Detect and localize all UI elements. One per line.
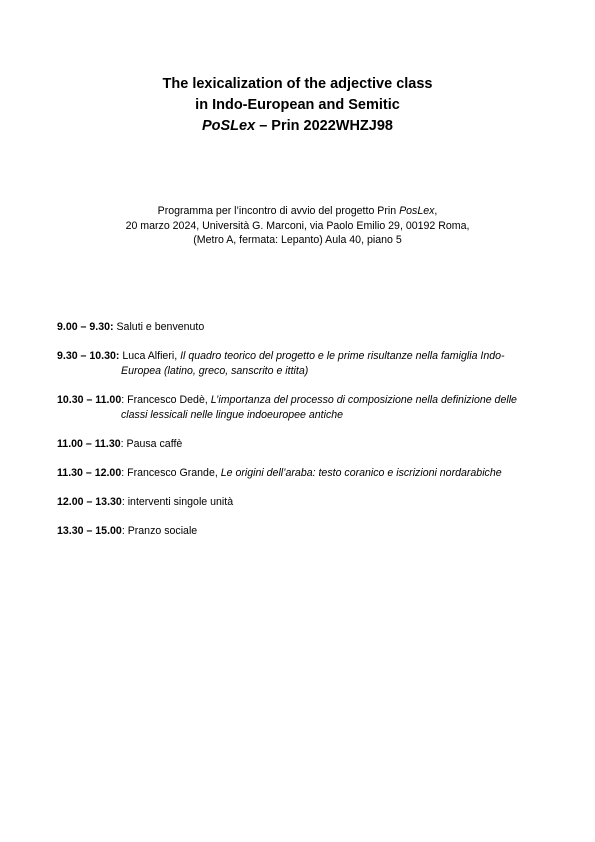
project-code: – Prin 2022WHZJ98	[255, 118, 393, 134]
project-acronym: PoSLex	[201, 118, 256, 134]
schedule-text: : interventi singole unità	[121, 496, 234, 508]
event-info	[0, 204, 595, 248]
schedule	[57, 320, 537, 553]
schedule-time: 10.30 – 11.00	[57, 394, 122, 406]
schedule-entry	[57, 466, 537, 481]
schedule-text: : Francesco Dedè,	[121, 394, 211, 406]
title-line-1: The lexicalization of the adjective class	[162, 76, 433, 92]
schedule-time: 11.00 – 11.30	[57, 438, 121, 450]
schedule-entry	[57, 320, 537, 335]
schedule-time: 12.00 – 13.30	[57, 496, 122, 508]
schedule-entry	[57, 393, 537, 423]
schedule-text: : Pausa caffè	[120, 438, 183, 450]
schedule-talk-title: Le origini dell’araba: testo coranico e iscrizioni nordarabiche	[220, 467, 502, 479]
schedule-entry	[57, 437, 537, 452]
event-info-text: Programma per l’incontro di avvio del progetto Prin	[157, 205, 400, 217]
title-line-3	[0, 116, 595, 137]
schedule-entry	[57, 349, 537, 379]
schedule-text: : Francesco Grande,	[121, 467, 221, 479]
schedule-time: 9.00 – 9.30:	[57, 321, 114, 333]
event-info-line-1	[0, 204, 595, 219]
document-title	[0, 74, 595, 137]
event-info-line-2: 20 marzo 2024, Università G. Marconi, via Paolo Emilio 29, 00192 Roma,	[125, 219, 470, 232]
schedule-time: 9.30 – 10.30:	[57, 350, 120, 362]
schedule-entry	[57, 495, 537, 510]
schedule-entry	[57, 524, 537, 539]
event-info-punct: ,	[434, 205, 438, 217]
schedule-text: Luca Alfieri,	[119, 350, 181, 362]
schedule-time: 13.30 – 15.00	[57, 525, 122, 537]
schedule-text: Saluti e benvenuto	[113, 321, 205, 333]
schedule-text: : Pranzo sociale	[121, 525, 198, 537]
event-info-line-3: (Metro A, fermata: Lepanto) Aula 40, piano 5	[193, 234, 402, 247]
schedule-time: 11.30 – 12.00	[57, 467, 122, 479]
event-info-project: PosLex	[399, 205, 435, 217]
schedule-talk-title: L’importanza del processo di composizione nella definizione delle classi lessicali nelle lingue indoeuropee antiche	[121, 394, 517, 421]
schedule-talk-title: Il quadro teorico del progetto e le prime risultanze nella famiglia Indo-Europea (latino, greco, sanscrito e ittita)	[121, 350, 505, 377]
title-line-2: in Indo-European and Semitic	[195, 97, 400, 113]
